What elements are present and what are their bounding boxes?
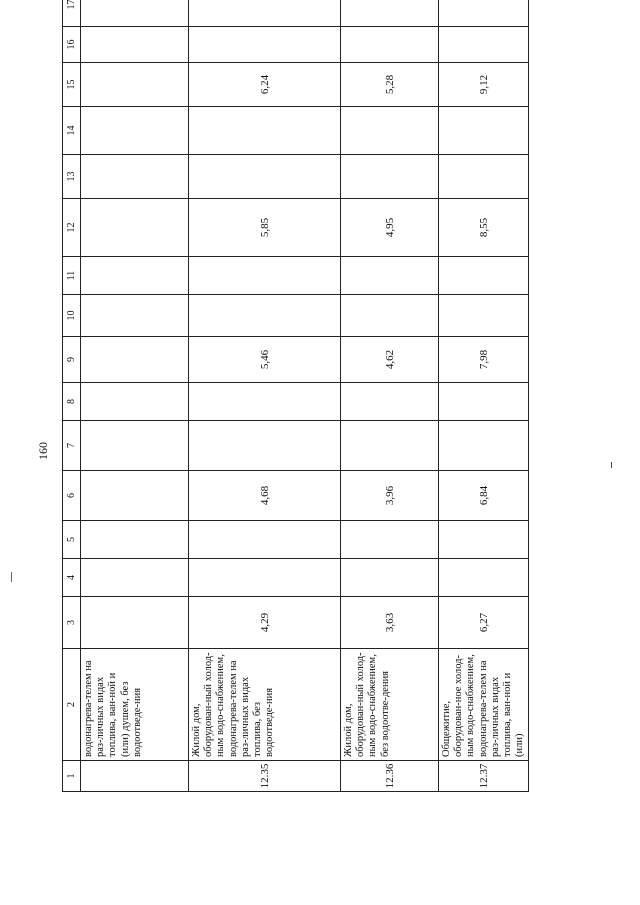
cell-value: [189, 383, 341, 421]
row-description: Жилой дом, оборудован-ный холод-ным водо-снабжением, без водоотве-дения: [341, 649, 439, 761]
cell-value: [439, 559, 529, 597]
cell-value: [341, 559, 439, 597]
cell-value: [81, 257, 189, 295]
cell-value: [341, 521, 439, 559]
cell-value: [189, 295, 341, 337]
cell-value: [81, 597, 189, 649]
cell-value: 6,24: [189, 63, 341, 107]
tariff-table: [62, 0, 529, 792]
cell-value: 6,27: [439, 597, 529, 649]
cell-value: [189, 559, 341, 597]
row-description: водонагрева-телем на раз-личных видах топлива, ван-ной и (или) душем, без водоотведе-ния: [81, 649, 189, 761]
col-header: 1: [63, 761, 81, 792]
col-header: 6: [63, 471, 81, 521]
scan-mark: [611, 462, 612, 468]
table-row: [439, 0, 529, 792]
cell-value: [341, 155, 439, 199]
col-header: 15: [63, 63, 81, 107]
col-header: 8: [63, 383, 81, 421]
table-row: [341, 0, 439, 792]
row-code: 12.35: [189, 761, 341, 792]
cell-value: [439, 155, 529, 199]
row-description: Жилой дом, оборудован-ный холод-ным водо-снабжением, водонагрева-телем на раз-личных видах топлива, без водоотведе-ния: [189, 649, 341, 761]
row-code: [81, 761, 189, 792]
cell-value: [439, 27, 529, 63]
cell-value: [81, 63, 189, 107]
col-header: 13: [63, 155, 81, 199]
col-header: 7: [63, 421, 81, 471]
cell-value: 3,96: [341, 471, 439, 521]
cell-value: [341, 27, 439, 63]
cell-value: 9,12: [439, 63, 529, 107]
col-header: 2: [63, 649, 81, 761]
cell-value: [189, 521, 341, 559]
cell-value: [189, 107, 341, 155]
cell-value: [439, 0, 529, 27]
cell-value: [81, 199, 189, 257]
cell-value: [81, 27, 189, 63]
cell-value: [439, 295, 529, 337]
cell-value: [81, 155, 189, 199]
cell-value: [81, 0, 189, 27]
cell-value: [189, 27, 341, 63]
cell-value: [439, 383, 529, 421]
cell-value: 7,98: [439, 337, 529, 383]
col-header: 11: [63, 257, 81, 295]
cell-value: [81, 295, 189, 337]
cell-value: [341, 295, 439, 337]
cell-value: 8,55: [439, 199, 529, 257]
col-header: 9: [63, 337, 81, 383]
cell-value: 5,85: [189, 199, 341, 257]
cell-value: 4,95: [341, 199, 439, 257]
cell-value: [81, 559, 189, 597]
cell-value: [341, 383, 439, 421]
cell-value: 4,68: [189, 471, 341, 521]
row-code: 12.37: [439, 761, 529, 792]
cell-value: [81, 521, 189, 559]
col-header: 12: [63, 199, 81, 257]
cell-value: [189, 257, 341, 295]
cell-value: [439, 421, 529, 471]
cell-value: [189, 0, 341, 27]
scan-mark: [11, 572, 12, 582]
cell-value: [81, 337, 189, 383]
cell-value: [341, 421, 439, 471]
rotated-table: [62, 0, 526, 792]
cell-value: [189, 155, 341, 199]
table-row: [81, 0, 189, 792]
cell-value: [341, 0, 439, 27]
col-header: 14: [63, 107, 81, 155]
cell-value: [341, 107, 439, 155]
col-header: 3: [63, 597, 81, 649]
cell-value: [439, 257, 529, 295]
cell-value: [81, 383, 189, 421]
cell-value: [439, 107, 529, 155]
cell-value: [81, 107, 189, 155]
cell-value: [341, 257, 439, 295]
row-description: Общежитие, оборудован-ное холод-ным водо-снабжением, водонагрева-телем на раз-личных видах топлива, ван-ной и (или): [439, 649, 529, 761]
row-code: 12.36: [341, 761, 439, 792]
header-row: [63, 0, 81, 792]
cell-value: 5,28: [341, 63, 439, 107]
cell-value: 5,46: [189, 337, 341, 383]
cell-value: 6,84: [439, 471, 529, 521]
table-row: [189, 0, 341, 792]
col-header: 5: [63, 521, 81, 559]
cell-value: [81, 421, 189, 471]
col-header: 10: [63, 295, 81, 337]
col-header: 16: [63, 27, 81, 63]
cell-value: 3,63: [341, 597, 439, 649]
cell-value: 4,62: [341, 337, 439, 383]
cell-value: [189, 421, 341, 471]
cell-value: [81, 471, 189, 521]
cell-value: 4,29: [189, 597, 341, 649]
col-header: 4: [63, 559, 81, 597]
col-header: 17: [63, 0, 81, 27]
page-number: 160: [36, 442, 50, 460]
cell-value: [439, 521, 529, 559]
